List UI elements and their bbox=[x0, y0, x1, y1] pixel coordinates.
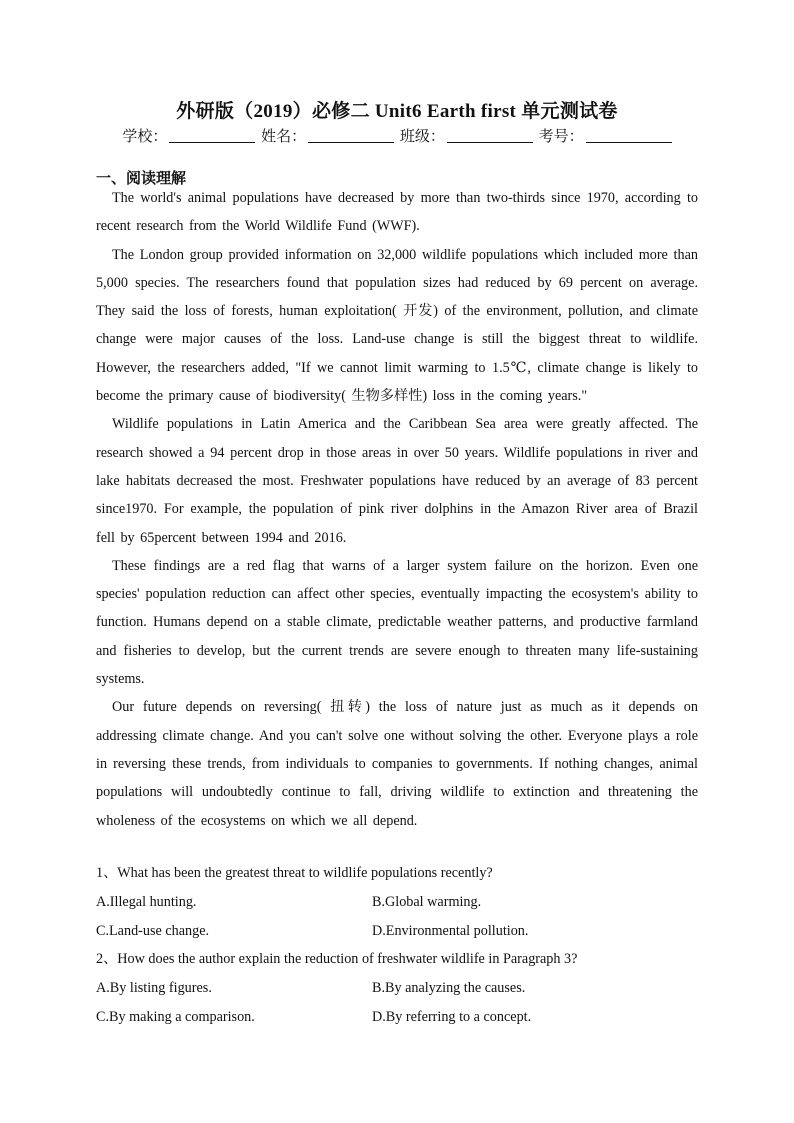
class-field bbox=[400, 125, 533, 146]
option-1c[interactable]: C.Land-use change. bbox=[96, 922, 210, 939]
school-field bbox=[122, 125, 255, 146]
option-2d[interactable]: D.By referring to a concept. bbox=[372, 1008, 532, 1025]
question-1-options-row-1 bbox=[96, 888, 698, 917]
exam-title: 外研版（2019）必修二 Unit6 Earth first 单元测试卷 bbox=[176, 101, 618, 122]
section-title: 一、阅读理解 bbox=[96, 171, 187, 187]
school-label: 学校： bbox=[122, 129, 168, 145]
school-blank[interactable] bbox=[169, 128, 255, 143]
option-2b[interactable]: B.By analyzing the causes. bbox=[372, 980, 526, 996]
paragraph-5: Our future depends on reversing( 扭转) the loss of nature just as much as it depends on addressing climate change. And you can't solve one without solving the other. Everyone plays a role in reversing these trends, from individuals to companies to governments. If nothing changes, animal populations will undoubtedly continue to fall, driving wildlife to extinction and threatening the wholeness of the ecosystems on which we all depend. bbox=[96, 699, 698, 829]
questions bbox=[96, 859, 698, 1031]
reading-passage bbox=[96, 184, 698, 835]
question-1-stem: 1、What has been the greatest threat to wildlife populations recently? bbox=[96, 865, 493, 881]
question-2-options-row-2 bbox=[96, 1003, 698, 1032]
class-blank[interactable] bbox=[447, 128, 533, 143]
paragraph-1: The world's animal populations have decreased by more than two-thirds since 1970, according to recent research from the World Wildlife Fund (WWF). bbox=[96, 190, 698, 235]
option-1d[interactable]: D.Environmental pollution. bbox=[372, 922, 529, 939]
option-1b[interactable]: B.Global warming. bbox=[372, 894, 482, 910]
paragraph-3: Wildlife populations in Latin America and the Caribbean Sea area were greatly affected. The research showed a 94 percent drop in those areas in over 50 years. Wildlife populations in river and lake habitats decreased the most. Freshwater populations have reduced by an average of 83 percent since1970. For example, the population of pink river dolphins in the Amazon River area of Brazil fell by 65percent between 1994 and 2016. bbox=[96, 416, 698, 546]
class-label: 班级： bbox=[399, 129, 445, 145]
exam-number-blank[interactable] bbox=[586, 128, 672, 143]
paragraph-4: These findings are a red flag that warns of a larger system failure on the horizon. Even one species' population reduction can affect other species, eventually impacting the ecosystem's ability to function. Humans depend on a stable climate, predictable weather patterns, and productive farmland and fisheries to develop, but the current trends are severe enough to threaten many life-sustaining systems. bbox=[96, 557, 698, 688]
question-2-options-row-1 bbox=[96, 974, 698, 1003]
question-1-options-row-2 bbox=[96, 917, 698, 946]
student-info-fields bbox=[0, 125, 794, 146]
option-2a[interactable]: A.By listing figures. bbox=[96, 980, 212, 996]
question-2-stem: 2、How does the author explain the reduction of freshwater wildlife in Paragraph 3? bbox=[96, 951, 578, 967]
option-1a[interactable]: A.Illegal hunting. bbox=[96, 894, 197, 910]
name-field bbox=[261, 125, 394, 146]
paragraph-2: The London group provided information on 32,000 wildlife populations which included more than 5,000 species. The researchers found that population sizes had reduced by 69 percent on average. They said the loss of forests, human exploitation( 开发) of the environment, pollution, and climate change were major causes of the loss. Land-use change is still the biggest threat to wildlife. However, the researchers added, "If we cannot limit warming to 1.5℃, climate change is likely to become the primary cause of biodiversity( 生物多样性) loss in the coming years." bbox=[96, 246, 698, 405]
option-2c[interactable]: C.By making a comparison. bbox=[96, 1008, 255, 1025]
exam-number-field bbox=[539, 125, 672, 146]
name-blank[interactable] bbox=[308, 128, 394, 143]
exam-number-label: 考号： bbox=[538, 129, 584, 145]
name-label: 姓名： bbox=[261, 129, 307, 145]
